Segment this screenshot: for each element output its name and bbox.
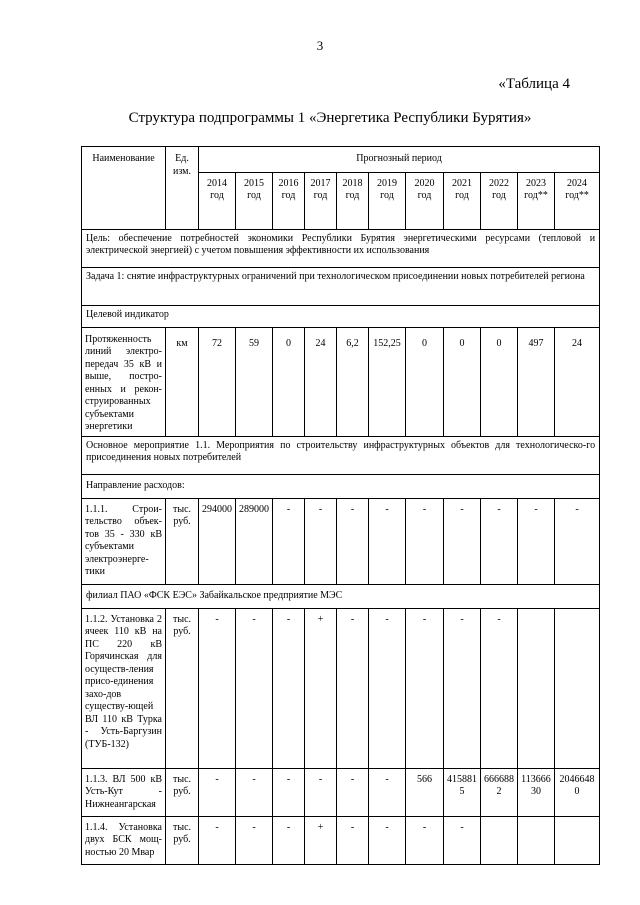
item-row-1-1-4 xyxy=(82,816,600,864)
subprogram-structure-table xyxy=(81,146,600,865)
goal-row xyxy=(82,229,600,267)
value-cell: 289000 xyxy=(236,498,273,584)
year-cell: 2021 год xyxy=(444,172,481,229)
indicator-label-row xyxy=(82,305,600,327)
value-cell: - xyxy=(444,816,481,864)
item-unit: тыс. руб. xyxy=(166,768,199,816)
task-text: Задача 1: снятие инфраструктурных ограничений при технологическом присоединении новых потребителей региона xyxy=(82,267,600,305)
value-cell: - xyxy=(444,498,481,584)
value-cell: 0 xyxy=(481,327,518,436)
value-cell: 20466480 xyxy=(555,768,600,816)
year-cell: 2015 год xyxy=(236,172,273,229)
value-cell: - xyxy=(444,608,481,768)
measure-row xyxy=(82,436,600,474)
table-reference: «Таблица 4 xyxy=(498,76,570,92)
value-cell: - xyxy=(273,816,305,864)
value-cell: - xyxy=(406,816,444,864)
value-cell xyxy=(481,816,518,864)
header-period: Прогнозный период xyxy=(199,147,600,173)
value-cell: - xyxy=(337,768,369,816)
year-cell: 2018 год xyxy=(337,172,369,229)
header-row xyxy=(82,147,600,173)
item-row-1-1-1 xyxy=(82,498,600,584)
value-cell: - xyxy=(481,498,518,584)
value-cell: - xyxy=(199,816,236,864)
value-cell: - xyxy=(337,608,369,768)
value-cell: - xyxy=(305,768,337,816)
item-unit: тыс. руб. xyxy=(166,816,199,864)
item-name: 1.1.1. Строи-тельство объек-тов 35 - 330 кВ субъектами электроэнерге-тики xyxy=(82,498,166,584)
value-cell: 59 xyxy=(236,327,273,436)
value-cell: + xyxy=(305,816,337,864)
value-cell: - xyxy=(369,608,406,768)
value-cell: 0 xyxy=(273,327,305,436)
item-name: 1.1.3. ВЛ 500 кВ Усть-Кут - Нижнеангарская xyxy=(82,768,166,816)
value-cell: 152,25 xyxy=(369,327,406,436)
value-cell: 4158815 xyxy=(444,768,481,816)
value-cell: - xyxy=(369,498,406,584)
value-cell xyxy=(518,816,555,864)
value-cell: - xyxy=(406,608,444,768)
table-title: Структура подпрограммы 1 «Энергетика Республики Бурятия» xyxy=(128,110,532,126)
value-cell: 6666882 xyxy=(481,768,518,816)
value-cell: - xyxy=(337,498,369,584)
value-cell: - xyxy=(406,498,444,584)
value-cell xyxy=(518,608,555,768)
value-cell: 72 xyxy=(199,327,236,436)
value-cell: - xyxy=(481,608,518,768)
value-cell: 11366630 xyxy=(518,768,555,816)
value-cell: - xyxy=(273,608,305,768)
direction-text: Направление расходов: xyxy=(82,474,600,498)
item-row-1-1-3 xyxy=(82,768,600,816)
indicator-row xyxy=(82,327,600,436)
value-cell: + xyxy=(305,608,337,768)
value-cell: - xyxy=(199,768,236,816)
value-cell: - xyxy=(369,816,406,864)
value-cell: - xyxy=(518,498,555,584)
value-cell: - xyxy=(369,768,406,816)
year-cell: 2016 год xyxy=(273,172,305,229)
branch-row xyxy=(82,584,600,608)
item-row-1-1-2 xyxy=(82,608,600,768)
item-name: 1.1.4. Установка двух БСК мощ-ностью 20 Мвар xyxy=(82,816,166,864)
value-cell: 0 xyxy=(444,327,481,436)
indicator-unit: км xyxy=(166,327,199,436)
year-cell: 2024 год** xyxy=(555,172,600,229)
year-cell: 2017 год xyxy=(305,172,337,229)
value-cell: 0 xyxy=(406,327,444,436)
indicator-label: Целевой индикатор xyxy=(82,305,600,327)
measure-text: Основное мероприятие 1.1. Мероприятия по строительству инфраструктурных объектов для технологическо-го присоединения новых потребителей xyxy=(82,436,600,474)
goal-text: Цель: обеспечение потребностей экономики Республики Бурятия энергетическими ресурсами (тепловой и электрической энергией) с учетом повышения эффективности их использования xyxy=(82,229,600,267)
value-cell: 24 xyxy=(305,327,337,436)
item-unit: тыс. руб. xyxy=(166,498,199,584)
value-cell: - xyxy=(273,768,305,816)
year-cell: 2023 год** xyxy=(518,172,555,229)
value-cell: - xyxy=(555,498,600,584)
value-cell: 566 xyxy=(406,768,444,816)
page-number: 3 xyxy=(316,38,324,53)
value-cell: - xyxy=(305,498,337,584)
year-cell: 2020 год xyxy=(406,172,444,229)
year-cell: 2022 год xyxy=(481,172,518,229)
value-cell xyxy=(555,816,600,864)
value-cell: 497 xyxy=(518,327,555,436)
indicator-name: Протяженность линий электро-передач 35 кВ и выше, постро-енных и рекон-струированных субъектами энергетики xyxy=(82,327,166,436)
item-unit: тыс. руб. xyxy=(166,608,199,768)
year-cell: 2014 год xyxy=(199,172,236,229)
value-cell: - xyxy=(337,816,369,864)
value-cell xyxy=(555,608,600,768)
value-cell: - xyxy=(199,608,236,768)
year-cell: 2019 год xyxy=(369,172,406,229)
direction-row xyxy=(82,474,600,498)
value-cell: - xyxy=(236,816,273,864)
header-unit: Ед. изм. xyxy=(166,147,199,230)
value-cell: 6,2 xyxy=(337,327,369,436)
header-name: Наименование xyxy=(82,147,166,230)
item-name: 1.1.2. Установка 2 ячеек 110 кВ на ПС 220 кВ Горячинская для осуществ-ления присо-единения захо-дов существу-ющей ВЛ 110 кВ Турка - Усть-Баргузин (ТУБ-132) xyxy=(82,608,166,768)
value-cell: - xyxy=(273,498,305,584)
task-row xyxy=(82,267,600,305)
value-cell: - xyxy=(236,608,273,768)
value-cell: 24 xyxy=(555,327,600,436)
value-cell: 294000 xyxy=(199,498,236,584)
value-cell: - xyxy=(236,768,273,816)
branch-text: филиал ПАО «ФСК ЕЭС» Забайкальское предприятие МЭС xyxy=(82,584,600,608)
